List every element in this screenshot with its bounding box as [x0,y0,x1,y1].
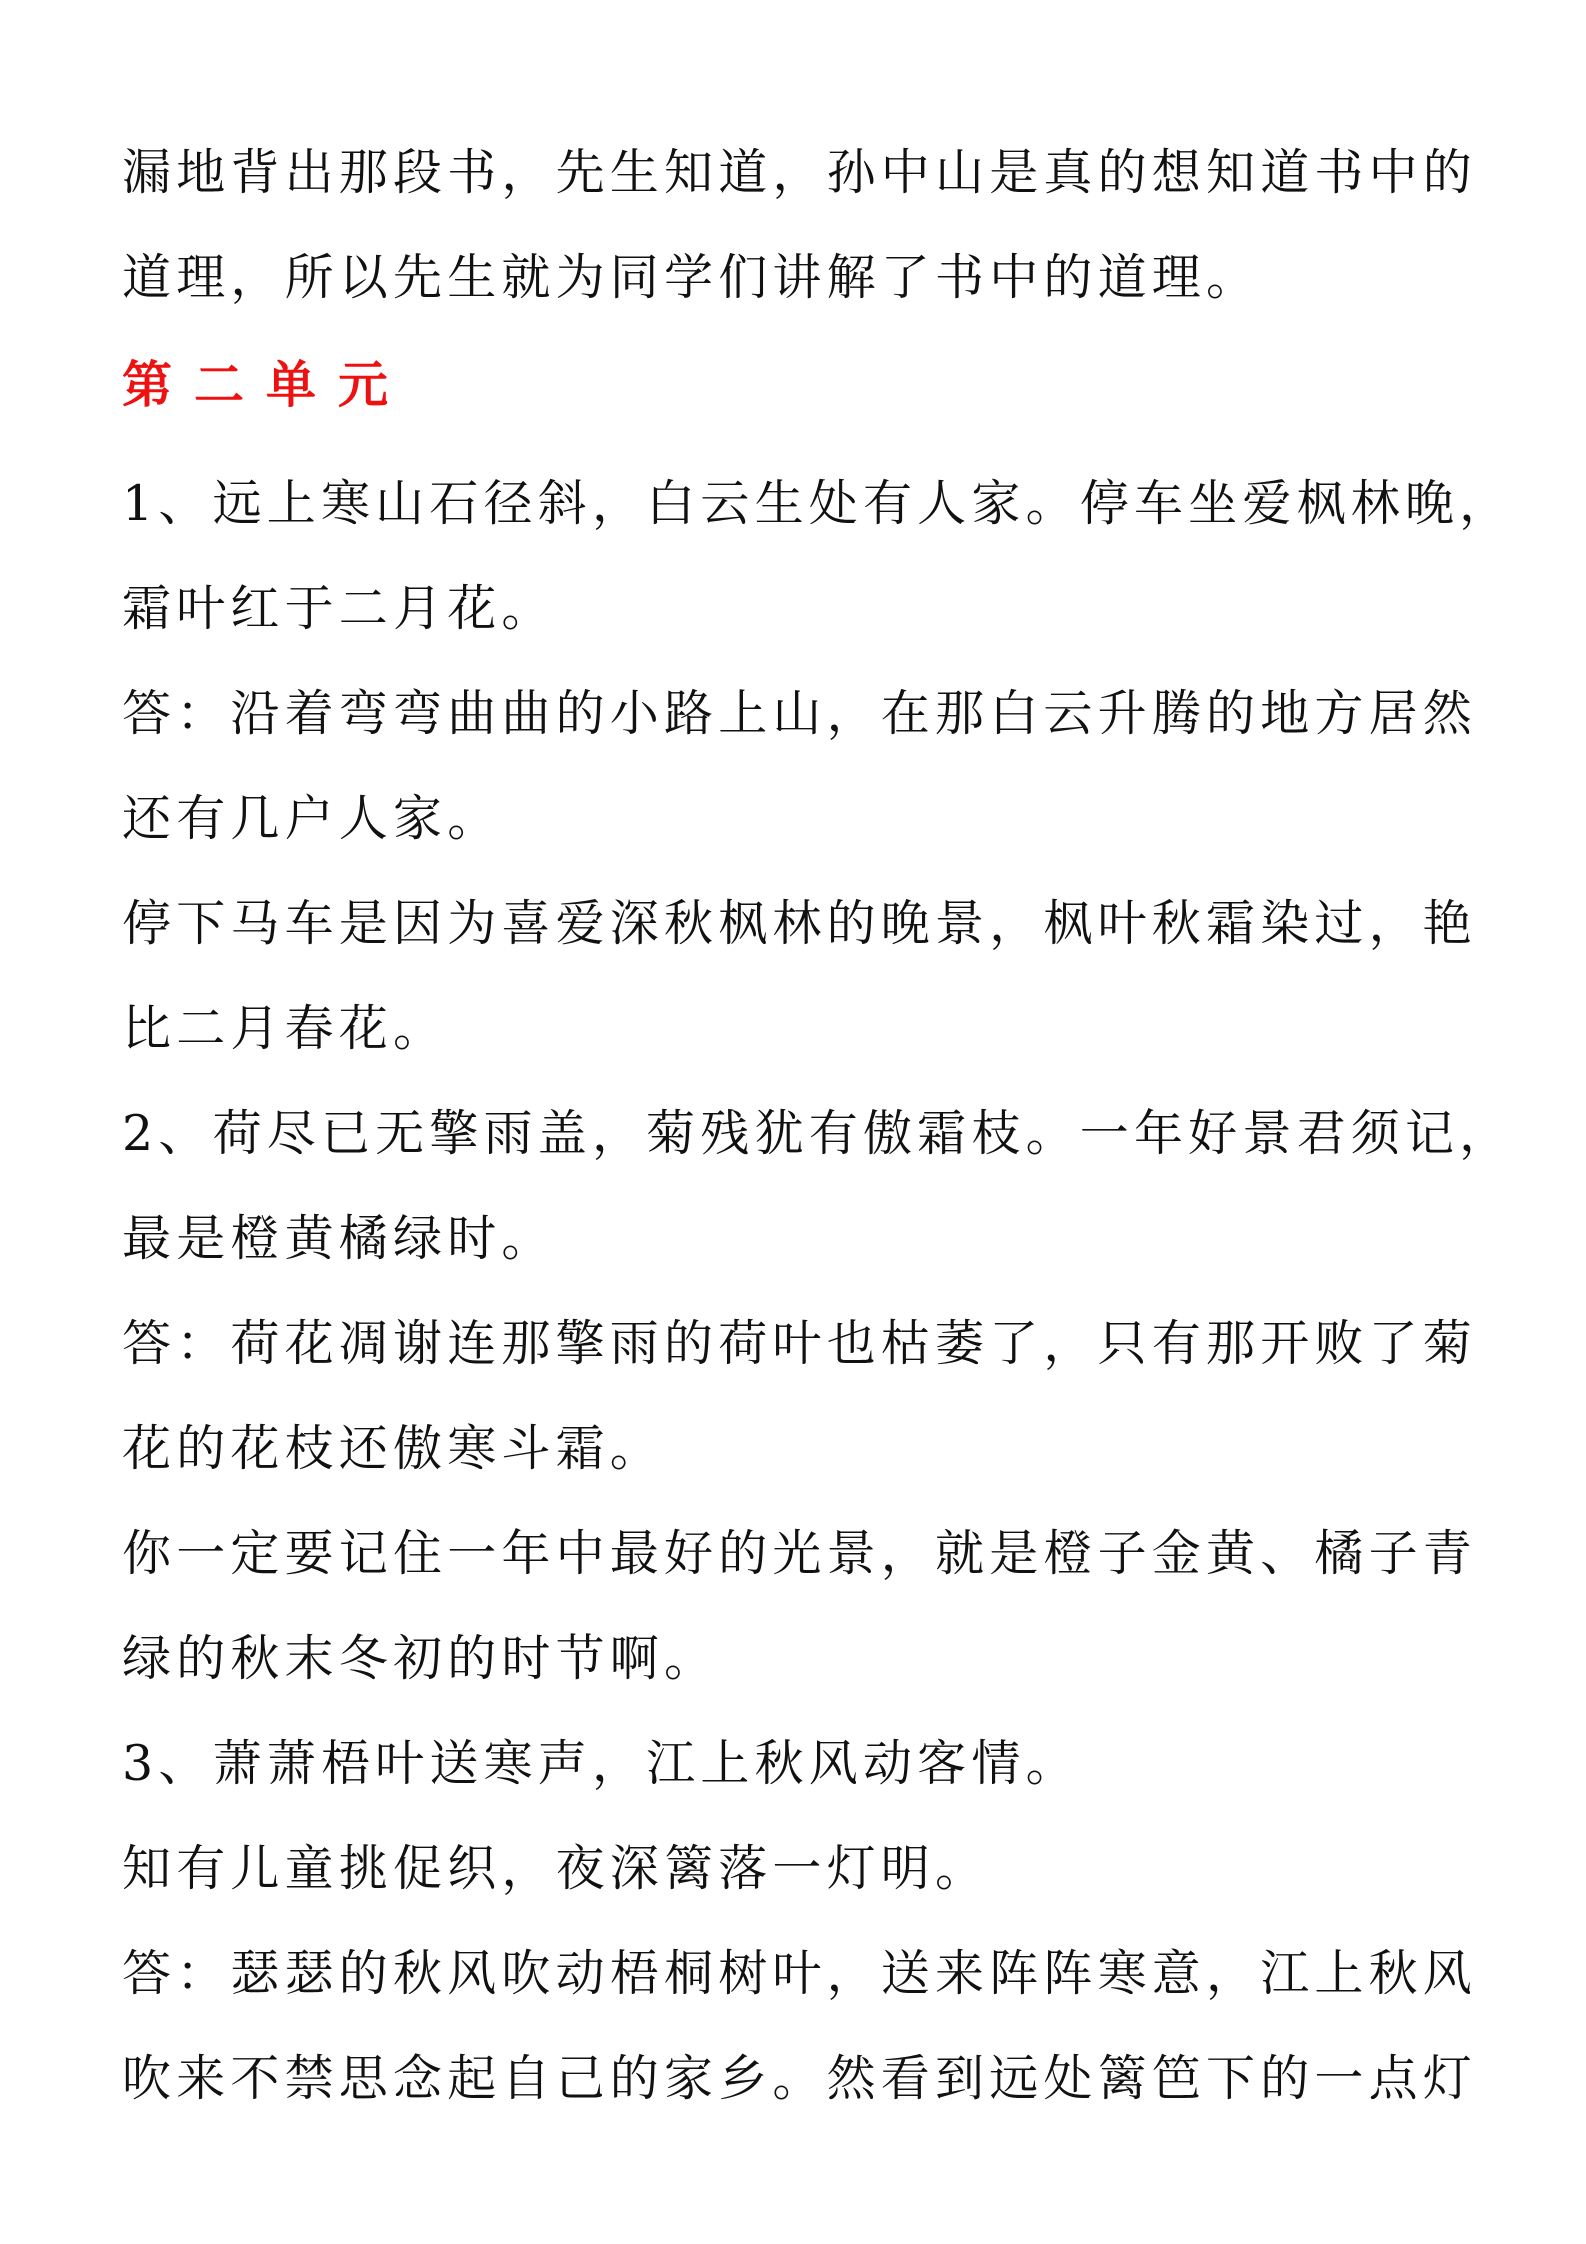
intro-line-2: 道理，所以先生就为同学们讲解了书中的道理。 [122,249,1261,306]
section-heading: 第二单元 [122,355,410,414]
answer-1-line-1: 答：沿着弯弯曲曲的小路上山，在那白云升腾的地方居然 [122,685,1478,742]
answer-3-line-2: 吹来不禁思念起自己的家乡。然看到远处篱笆下的一点灯 [122,2050,1478,2107]
poem-2-line-2: 最是橙黄橘绿时。 [122,1210,556,1267]
poem-2-line-1: 2、荷尽已无擎雨盖，菊残犹有傲霜枝。一年好景君须记， [122,1105,1514,1162]
answer-2-line-1: 答：荷花凋谢连那擎雨的荷叶也枯萎了，只有那开败了菊 [122,1315,1478,1372]
answer-3-line-1: 答：瑟瑟的秋风吹动梧桐树叶，送来阵阵寒意，江上秋风 [122,1945,1478,2002]
poem-1-line-1: 1、远上寒山石径斜，白云生处有人家。停车坐爱枫林晚， [122,475,1514,532]
answer-1-line-4: 比二月春花。 [122,1000,448,1057]
poem-3-line-2: 知有儿童挑促织，夜深篱落一灯明。 [122,1840,990,1897]
poem-1-line-2: 霜叶红于二月花。 [122,580,556,637]
answer-1-line-2: 还有几户人家。 [122,790,502,847]
answer-2-line-2: 花的花枝还傲寒斗霜。 [122,1420,665,1477]
answer-2-line-3: 你一定要记住一年中最好的光景，就是橙子金黄、橘子青 [122,1525,1478,1582]
intro-line-1: 漏地背出那段书，先生知道，孙中山是真的想知道书中的 [122,144,1478,201]
answer-1-line-3: 停下马车是因为喜爱深秋枫林的晚景，枫叶秋霜染过，艳 [122,895,1478,952]
answer-2-line-4: 绿的秋末冬初的时节啊。 [122,1630,719,1687]
poem-3-line-1: 3、萧萧梧叶送寒声，江上秋风动客情。 [122,1735,1080,1792]
